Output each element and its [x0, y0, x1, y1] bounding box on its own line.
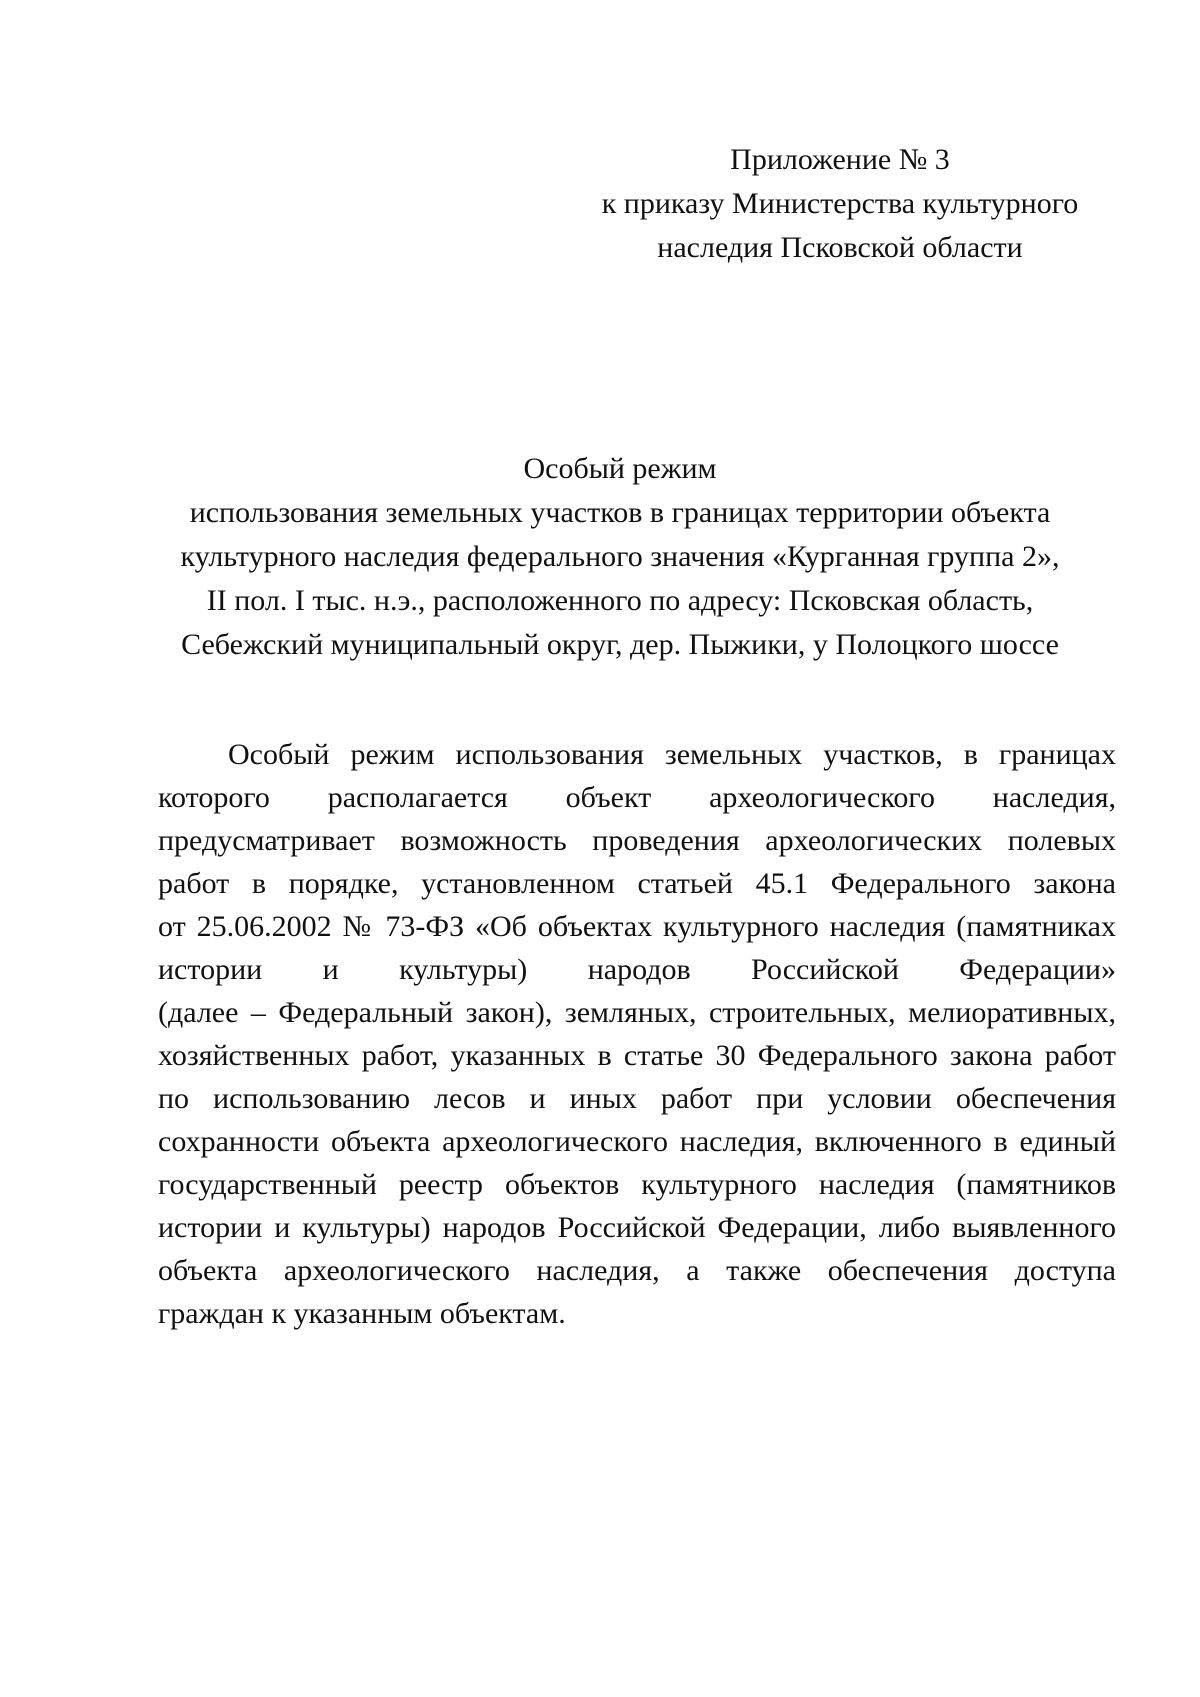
appendix-ministry: наследия Псковской области: [657, 231, 1023, 264]
paragraph-line: граждан к указанным объектам.: [158, 1297, 566, 1330]
title-line: использования земельных участков в границах территории объекта: [189, 496, 1051, 529]
document-title: [150, 447, 1090, 667]
title-line: Особый режим: [523, 452, 717, 485]
paragraph-line: хозяйственных работ, указанных в статье 30 Федерального закона работ: [158, 1039, 1116, 1072]
appendix-header: [570, 138, 1110, 270]
appendix-number: Приложение № 3: [730, 143, 950, 176]
paragraph-line: истории и культуры) народов Российской Федерации, либо выявленного: [158, 1211, 1116, 1244]
paragraph-line: (далее – Федеральный закон), земляных, строительных, мелиоративных,: [158, 996, 1116, 1029]
paragraph-line: предусматривает возможность проведения археологических полевых: [158, 824, 1116, 857]
paragraph-line: по использованию лесов и иных работ при условии обеспечения: [158, 1082, 1116, 1115]
title-line: культурного наследия федерального значения «Курганная группа 2»,: [180, 540, 1060, 573]
appendix-order-ref: к приказу Министерства культурного: [601, 187, 1079, 220]
paragraph-line: государственный реестр объектов культурного наследия (памятников: [158, 1168, 1116, 1201]
paragraph-line: работ в порядке, установленном статьей 45.1 Федерального закона: [158, 867, 1116, 900]
paragraph-line: объекта археологического наследия, а также обеспечения доступа: [158, 1254, 1116, 1287]
paragraph-line: от 25.06.2002 № 73-ФЗ «Об объектах культурного наследия (памятниках: [158, 910, 1116, 943]
paragraph-line: истории и культуры) народов Российской Федерации»: [158, 953, 1116, 986]
title-line: II пол. I тыс. н.э., расположенного по адресу: Псковская область,: [206, 584, 1034, 617]
paragraph-line: сохранности объекта археологического наследия, включенного в единый: [158, 1125, 1116, 1158]
paragraph-line: Особый режим использования земельных участков, в границах: [228, 738, 1116, 771]
title-line: Себежский муниципальный округ, дер. Пыжики, у Полоцкого шоссе: [181, 628, 1059, 661]
body-paragraph: [158, 733, 1116, 1335]
paragraph-line: которого располагается объект археологического наследия,: [158, 781, 1116, 814]
